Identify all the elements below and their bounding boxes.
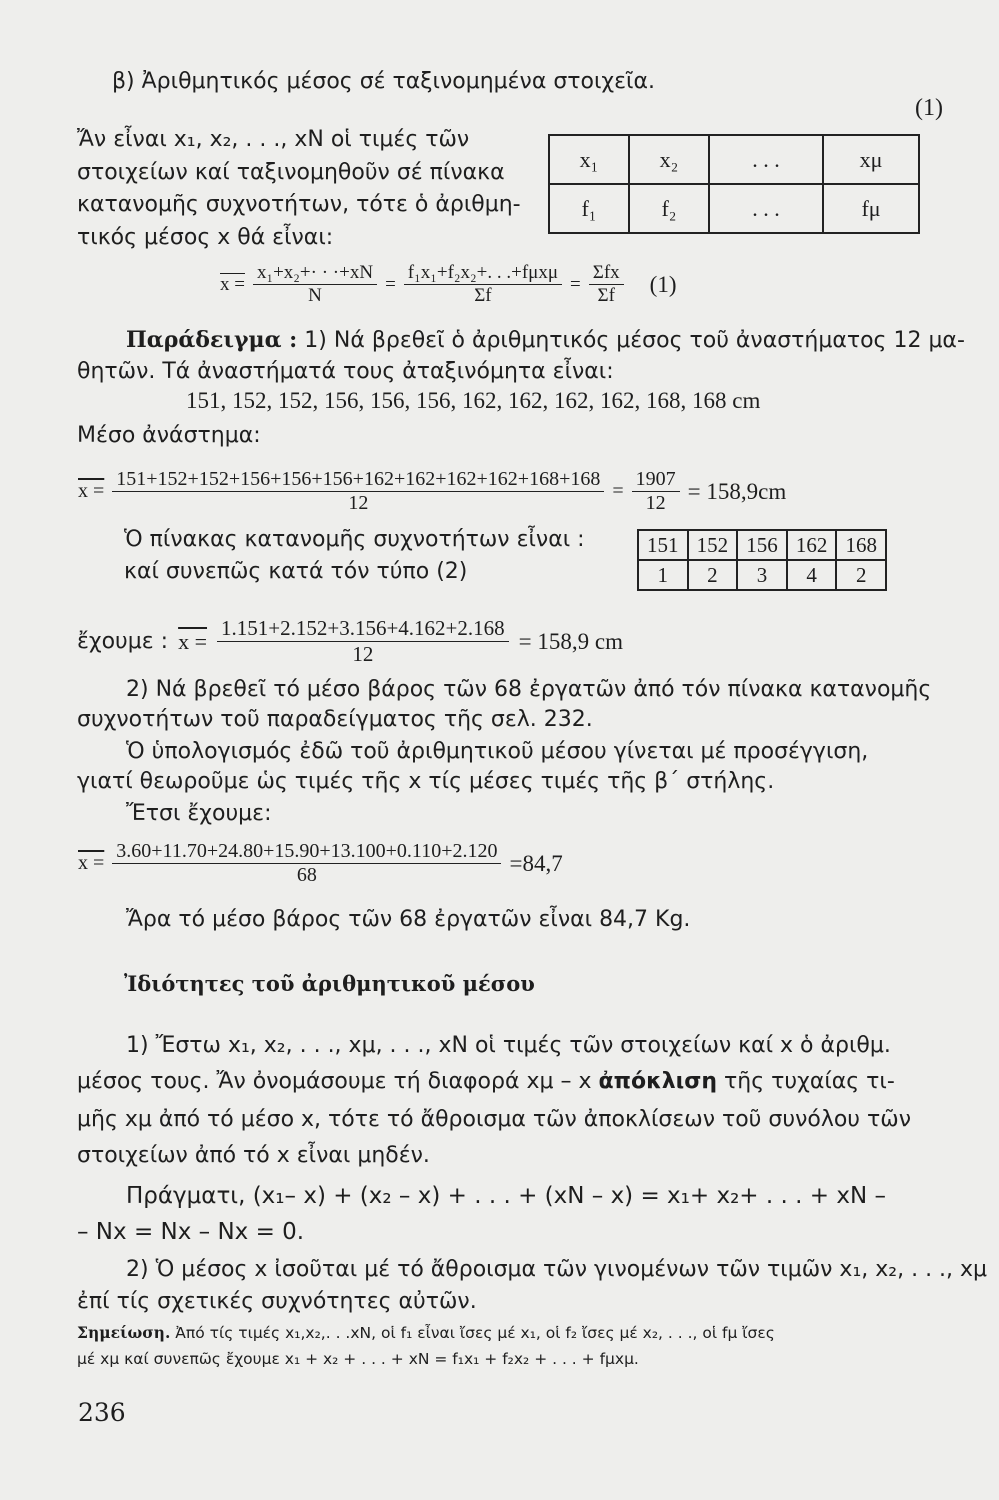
equals-sign: = xyxy=(570,273,581,295)
note-label: Σημείωση. xyxy=(77,1323,171,1342)
property-1-text: τῆς τυχαίας τι- xyxy=(717,1069,895,1094)
calc-line-1: Ὁ ὑπολογισμός ἐδῶ τοῦ ἀριθμητικοῦ μέσου γίνεται μέ προσέγγιση, xyxy=(126,739,869,764)
deviation-term: ἀπόκλιση xyxy=(598,1069,718,1094)
table-cell: x₂ xyxy=(629,135,709,184)
so-we-have: Ἔτσι ἔχουμε: xyxy=(126,801,272,826)
equation-tag: (1) xyxy=(649,271,677,297)
example-2-line-2: συχνοτήτων τοῦ παραδείγματος τῆς σελ. 232. xyxy=(77,707,593,732)
property-1-text: μέσος τους. Ἄν ὀνομάσουμε τή διαφορά xμ – x xyxy=(77,1069,599,1094)
table-cell: 162 xyxy=(787,530,837,560)
formula-lhs: x = xyxy=(178,628,208,654)
fraction-denominator: 12 xyxy=(352,642,374,666)
fraction xyxy=(112,840,501,887)
example-2-line-1: 2) Νά βρεθεῖ τό μέσο βάρος τῶν 68 ἐργατῶν ἀπό τόν πίνακα κατανομῆς xyxy=(126,677,932,702)
equals-sign: = xyxy=(385,273,396,295)
table-cell: x₁ xyxy=(549,135,629,184)
fraction-denominator: Σf xyxy=(474,285,492,306)
fraction-denominator: 68 xyxy=(296,864,317,886)
formula-mean-weight xyxy=(78,840,563,887)
fraction xyxy=(253,262,377,307)
table-cell: 151 xyxy=(638,530,688,560)
property-1-line-2 xyxy=(77,1068,895,1096)
equals-sign: = xyxy=(612,480,624,502)
note-line-2: μέ xμ καί συνεπῶς ἔχουμε x₁ + x₂ + . . . + xN = f₁x₁ + f₂x₂ + . . . + fμxμ. xyxy=(77,1350,639,1368)
example-1-text: 1) Νά βρεθεῖ ὁ ἀριθμητικός μέσος τοῦ ἀναστήματος 12 μα- xyxy=(304,328,965,353)
frequency-table-general xyxy=(548,134,920,234)
properties-heading: Ἰδιότητες τοῦ ἀριθμητικοῦ μέσου xyxy=(124,971,535,996)
intro-line: κατανομῆς συχνοτήτων, τότε ὁ ἀριθμη- xyxy=(77,192,521,217)
property-1-line-1: 1) Ἔστω x₁, x₂, . . ., xμ, . . ., xN οἱ τιμές τῶν στοιχείων καί x ὁ ἀριθμ. xyxy=(126,1033,891,1058)
property-2-line-1: 2) Ὁ μέσος x ἰσοῦται μέ τό ἄθροισμα τῶν γινομένων τῶν τιμῶν x₁, x₂, . . ., xμ xyxy=(126,1257,988,1282)
intro-line: Ἄν εἶναι x₁, x₂, . . ., xN οἱ τιμές τῶν xyxy=(77,127,470,152)
table-cell: 3 xyxy=(737,560,787,590)
fraction-numerator: 1.151+2.152+3.156+4.162+2.168 xyxy=(217,616,509,642)
calc-line-2: γιατί θεωροῦμε ὡς τιμές τῆς x τίς μέσες τιμές τῆς β΄ στήλης. xyxy=(77,769,775,794)
page-number: 236 xyxy=(78,1398,126,1427)
freq-table-text-1: Ὁ πίνακας κατανομῆς συχνοτήτων εἶναι : xyxy=(124,527,585,552)
fraction-denominator: 12 xyxy=(348,492,369,514)
example-1-line-2: θητῶν. Τά ἀναστήματά τους ἀταξινόμητα εἶναι: xyxy=(77,359,614,384)
equation-tag-right: (1) xyxy=(915,95,943,121)
example-1-line-1 xyxy=(126,326,965,355)
table-cell: f₂ xyxy=(629,184,709,233)
property-1-line-4: στοιχείων ἀπό τό x εἶναι μηδέν. xyxy=(77,1143,430,1168)
table-cell: . . . xyxy=(709,184,823,233)
table-cell: f₁ xyxy=(549,184,629,233)
property-2-line-2: ἐπί τίς σχετικές συχνότητες αὐτῶν. xyxy=(77,1289,477,1314)
conclusion: Ἄρα τό μέσο βάρος τῶν 68 ἐργατῶν εἶναι 84,7 Kg. xyxy=(126,907,691,932)
fraction xyxy=(404,262,562,307)
fraction-numerator: 151+152+152+156+156+156+162+162+162+162+168+168 xyxy=(112,468,604,492)
section-heading-b: β) Ἀριθμητικός μέσος σέ ταξινομημένα στοιχεῖα. xyxy=(112,69,655,94)
formula-result: = 158,9cm xyxy=(687,478,787,504)
formula-result: =84,7 xyxy=(509,850,563,876)
table-cell: xμ xyxy=(823,135,919,184)
formula-mean-general xyxy=(220,262,676,307)
fraction-denominator: Σf xyxy=(597,285,615,306)
property-1-line-3: μῆς xμ ἀπό τό μέσο x, τότε τό ἄθροισμα τῶν ἀποκλίσεων τοῦ συνόλου τῶν xyxy=(77,1107,911,1132)
formula-result: = 158,9 cm xyxy=(518,628,623,654)
formula-mean-heights xyxy=(78,468,786,515)
formula-lhs: x = xyxy=(78,852,105,874)
table-cell: 2 xyxy=(688,560,738,590)
fraction-numerator: 1907 xyxy=(632,468,680,492)
table-cell: 156 xyxy=(737,530,787,560)
table-cell: fμ xyxy=(823,184,919,233)
table-cell: 168 xyxy=(836,530,886,560)
note-line-1 xyxy=(77,1322,775,1344)
fraction xyxy=(217,616,509,667)
fraction-denominator: 12 xyxy=(645,492,666,514)
proof-line-2: – Nx = Nx – Nx = 0. xyxy=(77,1219,305,1245)
formula-weighted-mean xyxy=(77,616,623,667)
table-cell: . . . xyxy=(709,135,823,184)
intro-paragraph xyxy=(77,124,521,254)
fraction-numerator: x₁+x₂+· · ·+xN xyxy=(253,262,377,285)
formula-lhs: x = xyxy=(78,480,105,502)
note-text: Ἀπό τίς τιμές x₁,x₂,. . .xN, οἱ f₁ εἶναι ἴσες μέ x₁, οἱ f₂ ἴσες μέ x₂, . . ., οἱ fμ ἴσες xyxy=(175,1324,775,1342)
formula-lhs: x = xyxy=(220,273,245,295)
intro-line: τικός μέσος x θά εἶναι: xyxy=(77,224,334,250)
example-label: Παράδειγμα : xyxy=(126,327,298,353)
table-cell: 152 xyxy=(688,530,738,560)
mean-height-label: Μέσο ἀνάστημα: xyxy=(77,423,261,448)
heights-list: 151, 152, 152, 156, 156, 156, 162, 162, 162, 162, 168, 168 cm xyxy=(186,388,761,413)
proof-line-1: Πράγματι, (x₁– x) + (x₂ – x) + . . . + (xN – x) = x₁+ x₂+ . . . + xN – xyxy=(126,1183,886,1209)
table-cell: 1 xyxy=(638,560,688,590)
formula-prefix: ἔχουμε : xyxy=(77,628,169,654)
fraction-numerator: f₁x₁+f₂x₂+. . .+fμxμ xyxy=(404,262,562,285)
fraction-denominator: N xyxy=(308,285,322,306)
freq-table-text-2: καί συνεπῶς κατά τόν τύπο (2) xyxy=(124,559,468,584)
table-cell: 4 xyxy=(787,560,837,590)
intro-line: στοιχείων καί ταξινομηθοῦν σέ πίνακα xyxy=(77,159,505,185)
fraction xyxy=(589,262,624,307)
fraction xyxy=(112,468,604,515)
table-cell: 2 xyxy=(836,560,886,590)
frequency-table-heights xyxy=(637,529,887,591)
fraction xyxy=(632,468,680,515)
fraction-numerator: Σfx xyxy=(589,262,624,285)
fraction-numerator: 3.60+11.70+24.80+15.90+13.100+0.110+2.120 xyxy=(112,840,501,864)
